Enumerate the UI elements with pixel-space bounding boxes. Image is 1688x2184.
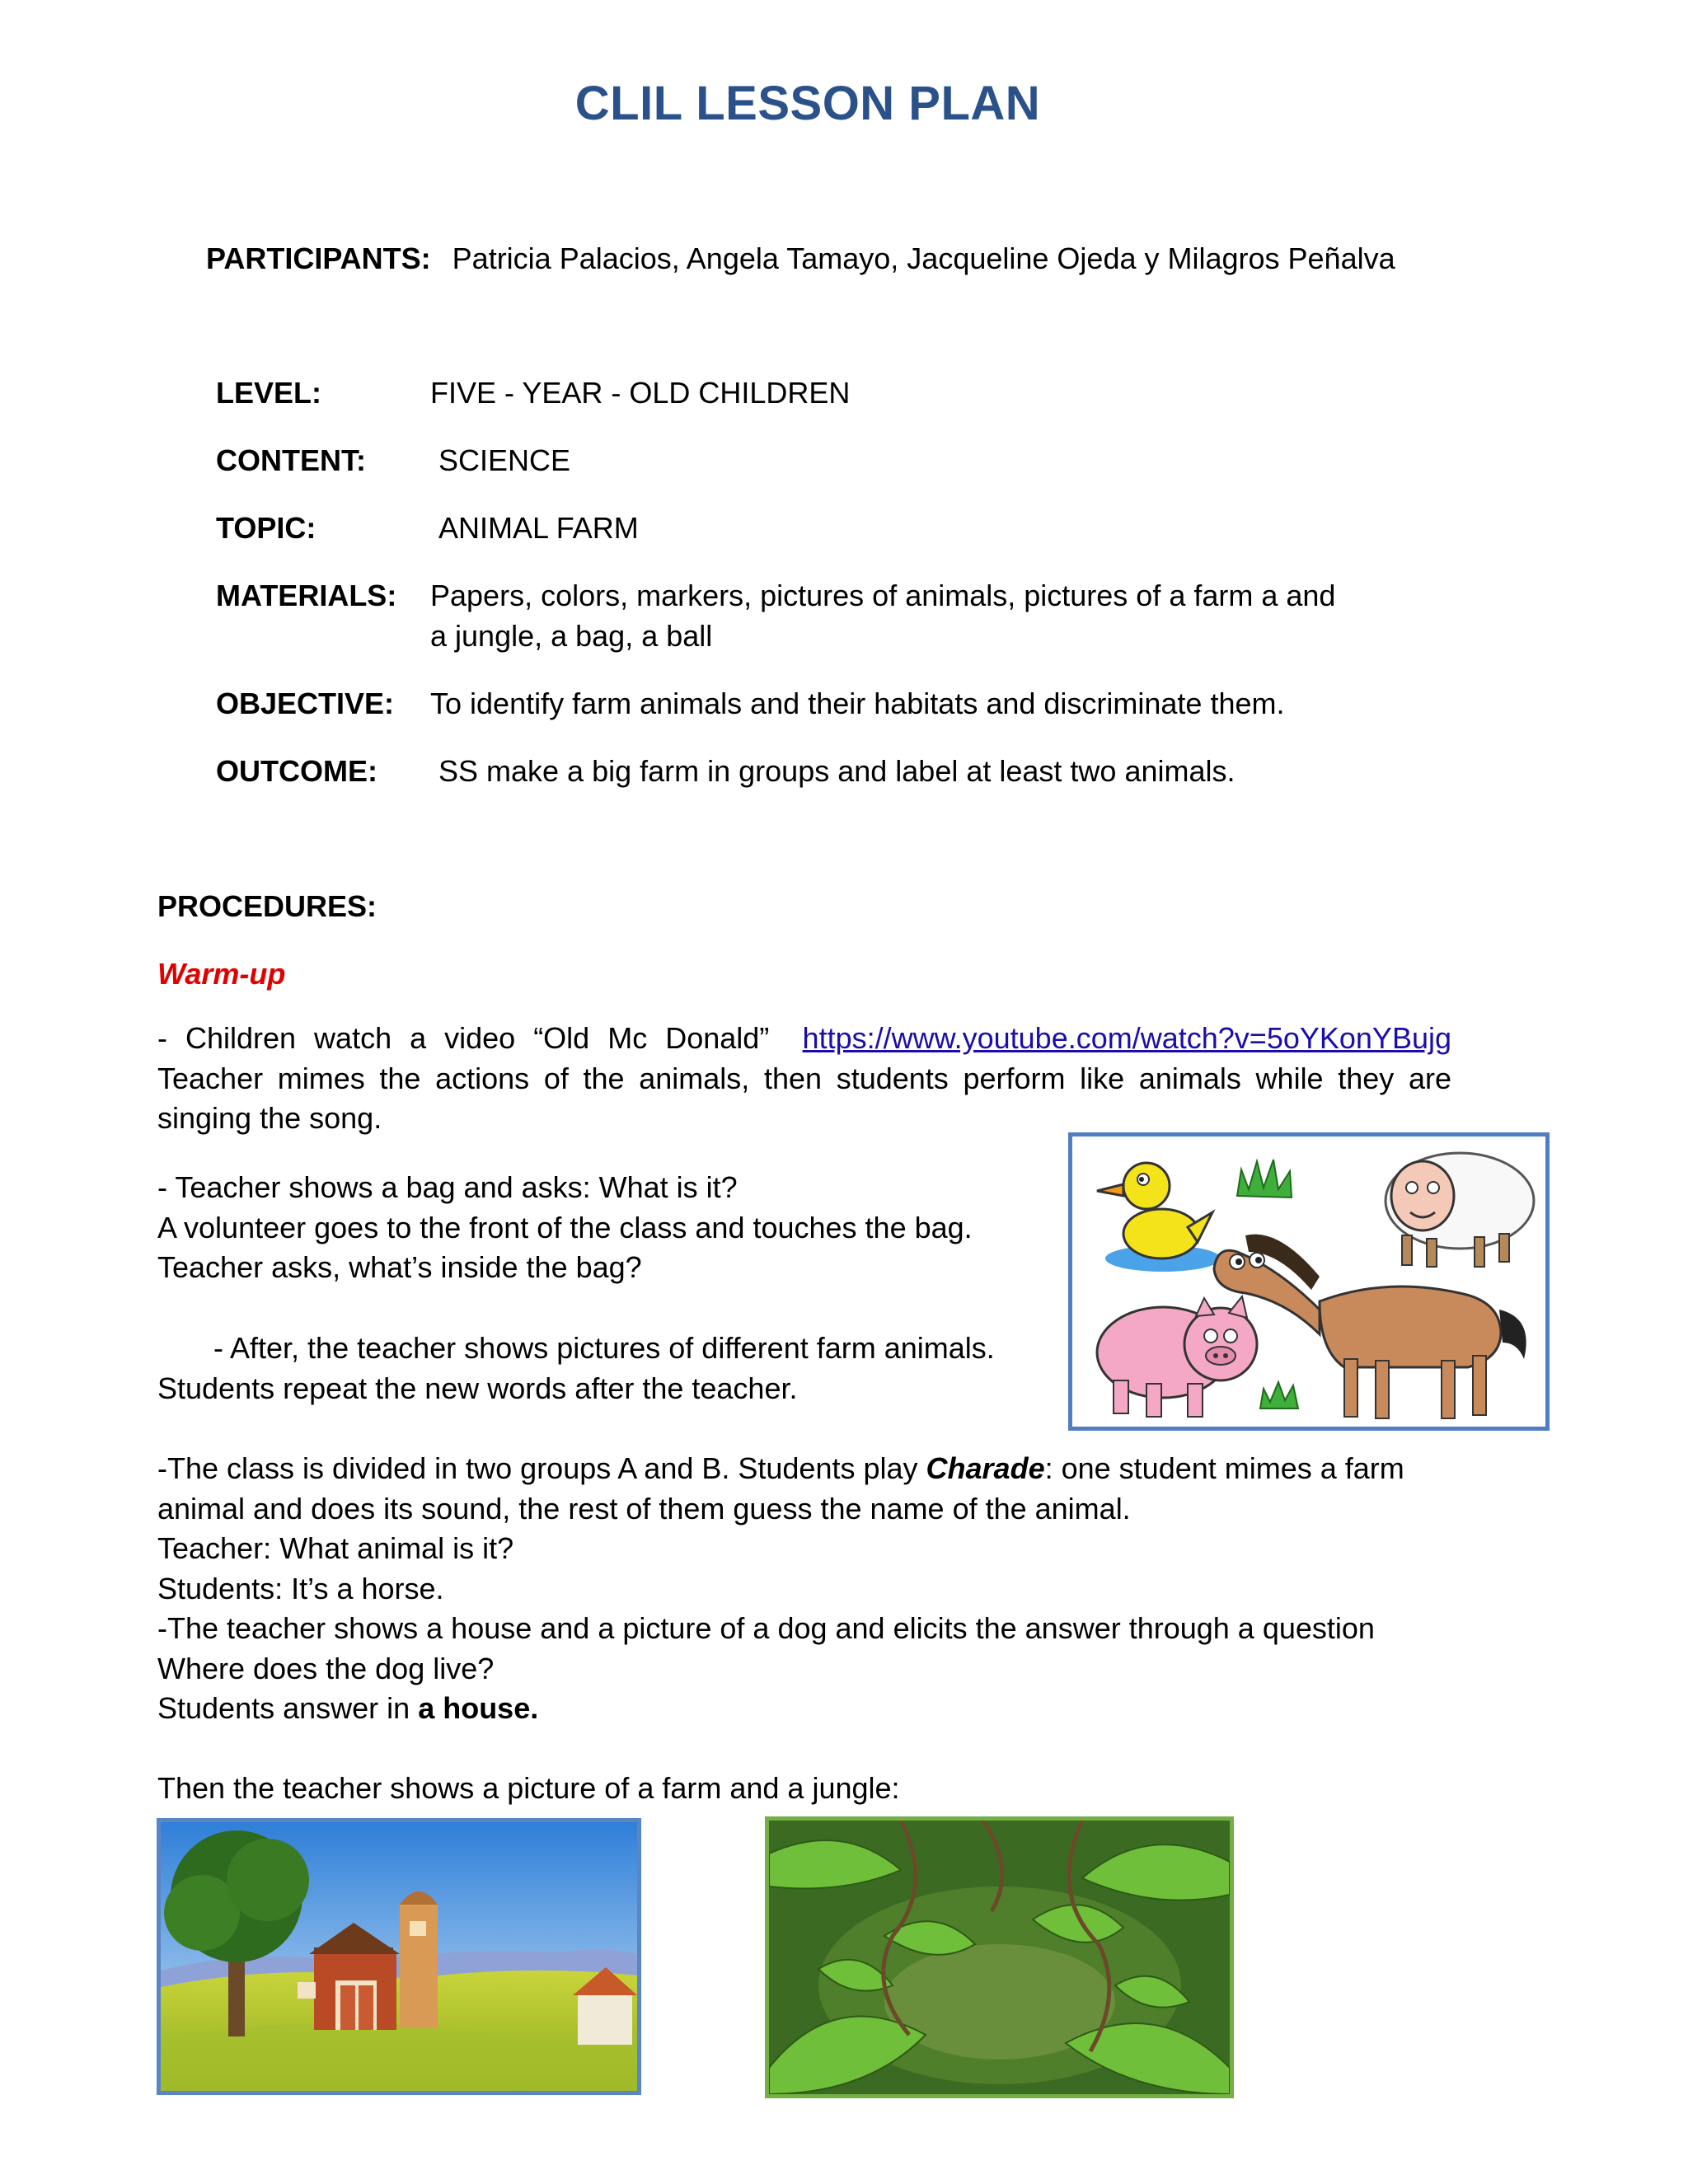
content-value: SCIENCE [438,443,571,477]
farm-animals-picture [1068,1132,1550,1431]
jungle-picture [765,1816,1234,2098]
level-value: FIVE - YEAR - OLD CHILDREN [430,376,851,410]
procedures-heading: PROCEDURES: [157,889,377,923]
pictures-paragraph [157,1329,1048,1408]
house-answer-prefix: Students answer in [157,1691,419,1725]
house-line-2: Where does the dog live? [157,1651,495,1685]
warmup-heading: Warm-up [157,957,286,991]
objective-label: OBJECTIVE: [216,687,395,720]
video-line [157,1019,1451,1059]
objective-value: To identify farm animals and their habitats and discriminate them. [430,687,1285,720]
materials-label: MATERIALS: [216,579,397,612]
participants-label: PARTICIPANTS: [206,241,431,275]
materials-value-line2: a jungle, a bag, a ball [430,619,713,653]
video-followup: Teacher mimes the actions of the animals, then students perform like animals while they are singing the song. [157,1061,1451,1135]
outcome-value: SS make a big farm in groups and label at least two animals. [438,754,1236,788]
bag-line-1: - Teacher shows a bag and asks: What is it? [157,1170,738,1204]
charade-text [157,1449,1460,1529]
video-paragraph [157,1019,1451,1139]
level-label: LEVEL: [216,376,322,410]
topic-value: ANIMAL FARM [438,511,639,545]
pictures-line-2: Students repeat the new words after the teacher. [157,1371,798,1405]
pictures-line-1: - After, the teacher shows pictures of different farm animals. [213,1331,995,1365]
teacher-question: Teacher: What animal is it? [157,1531,514,1565]
bag-line-3: Teacher asks, what’s inside the bag? [157,1250,642,1284]
house-answer-bold: a house. [418,1691,539,1725]
farm-jungle-line: Then the teacher shows a picture of a farm and a jungle: [157,1771,900,1805]
farm-picture [157,1818,641,2095]
student-answer: Students: It’s a horse. [157,1571,444,1605]
content-label: CONTENT: [216,443,366,477]
topic-label: TOPIC: [216,511,316,545]
charade-word: Charade [926,1451,1045,1485]
bag-line-2: A volunteer goes to the front of the class and touches the bag. [157,1210,973,1244]
materials-value-line1: Papers, colors, markers, pictures of animals, pictures of a farm a and [430,579,1336,612]
charade-intro: -The class is divided in two groups A and B. Students play [157,1451,926,1485]
video-link[interactable]: https://www.youtube.com/watch?v=5oYKonYBujg [802,1021,1451,1055]
charade-rest: : one student mimes a farm animal and does its sound, the rest of them guess the name of the animal. [157,1451,1404,1526]
participants-line [206,241,1395,276]
charade-paragraph [157,1449,1460,1729]
participants-value: Patricia Palacios, Angela Tamayo, Jacqueline Ojeda y Milagros Peñalva [452,241,1395,275]
silo-illustration [400,1891,438,2028]
page-title: CLIL LESSON PLAN [574,77,1041,130]
outcome-label: OUTCOME: [216,754,377,788]
house-answer [157,1689,1460,1729]
house-line-1: -The teacher shows a house and a picture of a dog and elicits the answer through a question [157,1611,1375,1645]
bag-paragraph [157,1168,1048,1288]
video-intro: - Children watch a video “Old Mc Donald” [157,1021,770,1055]
